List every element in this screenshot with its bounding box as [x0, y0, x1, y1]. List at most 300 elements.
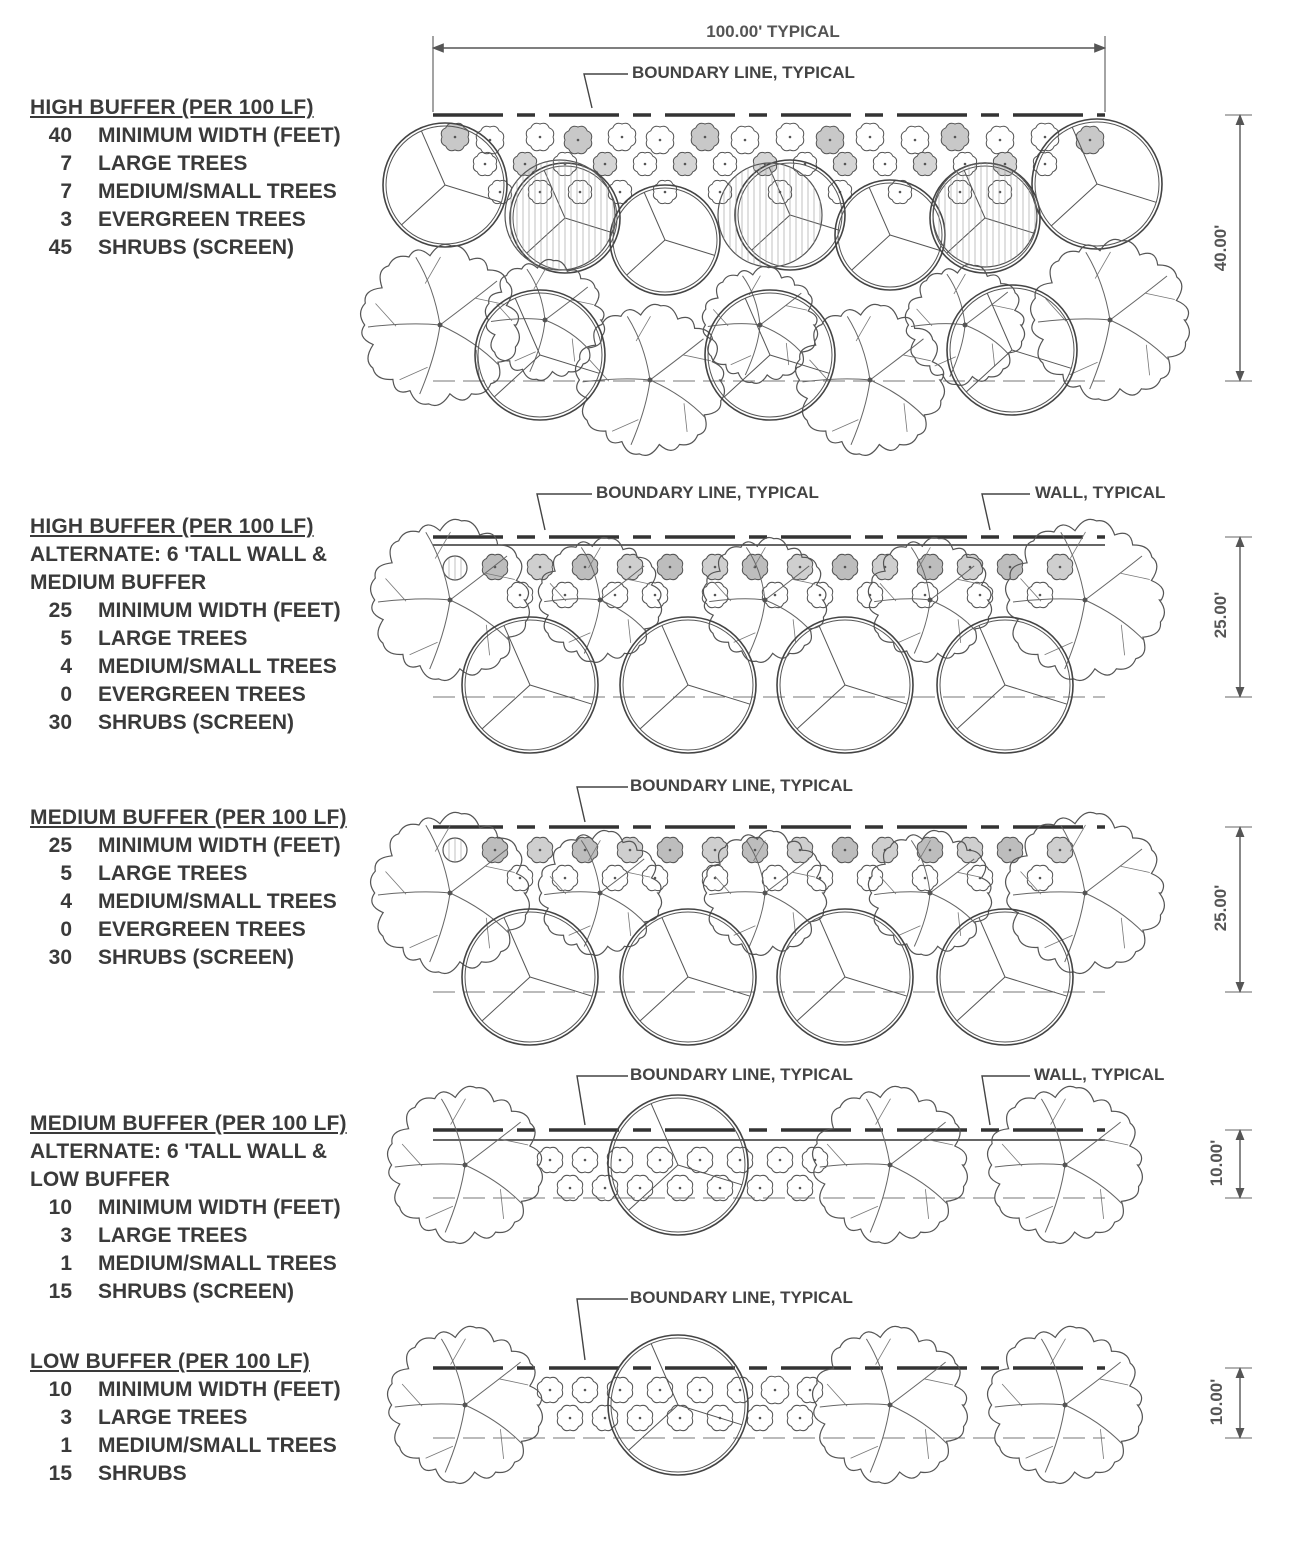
shrub-center	[621, 136, 624, 139]
tree-branch	[851, 380, 870, 445]
legend-count: 25	[48, 834, 72, 857]
evergreen-tree-symbol	[443, 838, 467, 862]
tree-branch	[441, 1099, 465, 1165]
tree-spoke	[947, 218, 985, 253]
shrub-center	[629, 566, 632, 569]
shrub-symbol	[617, 554, 642, 579]
tree-branch	[1045, 935, 1073, 948]
shrub-symbol	[527, 554, 552, 579]
shrub-symbol	[901, 126, 929, 154]
shrub-symbol	[761, 1376, 789, 1404]
shrub-center	[719, 1187, 722, 1190]
tree-branch	[870, 380, 926, 418]
shrub-center	[1004, 163, 1007, 166]
tree-spoke	[651, 1104, 678, 1165]
tree-spoke	[845, 977, 907, 996]
shrub-symbol	[912, 582, 937, 607]
tree-branch	[765, 600, 811, 632]
shrub-center	[669, 566, 672, 569]
tree-branch	[650, 380, 706, 418]
dimension-label: 10.00'	[1207, 1139, 1226, 1187]
medium-tree-symbol	[947, 285, 1077, 415]
shrub-symbol	[527, 837, 552, 862]
tree-spoke	[819, 625, 845, 685]
tree-branch	[965, 292, 1008, 325]
tree-branch	[636, 316, 650, 341]
tree-branch	[749, 600, 765, 654]
shrub-symbol	[557, 1175, 582, 1200]
tree-branch	[445, 1405, 465, 1472]
tree-branch	[876, 1339, 891, 1365]
legend-count: 3	[60, 1406, 72, 1429]
shrub-center	[739, 1159, 742, 1162]
shrub-center	[664, 191, 667, 194]
shrub-center	[979, 594, 982, 597]
medium-tree-symbol	[835, 180, 945, 290]
tree-spoke	[819, 917, 845, 977]
tree-trunk	[463, 1163, 468, 1168]
tree-branch	[1085, 600, 1144, 641]
tree-trunk	[1083, 598, 1088, 603]
shrub-center	[564, 594, 567, 597]
tree-branch	[515, 352, 536, 361]
tree-spoke	[482, 977, 530, 1021]
medium-tree-symbol	[610, 185, 720, 295]
legend-label: MINIMUM WIDTH (FEET)	[98, 599, 341, 622]
shrub-symbol	[552, 582, 577, 607]
tree-trunk	[758, 323, 763, 328]
shrub-center	[714, 594, 717, 597]
legend-count: 10	[48, 1196, 72, 1219]
shrub-center	[614, 877, 617, 880]
tree-branch	[684, 403, 687, 432]
shrub-center	[614, 594, 617, 597]
shrub-symbol	[797, 1377, 822, 1402]
vertical-dimension	[1225, 1130, 1252, 1198]
tree-spoke	[979, 625, 1005, 685]
legend-count: 0	[60, 683, 72, 706]
shrub-symbol	[653, 180, 676, 203]
shrub-symbol	[476, 126, 504, 154]
shrub-symbol	[917, 554, 942, 579]
tree-spoke	[957, 685, 1005, 729]
shrub-symbol	[1047, 554, 1072, 579]
tree-spoke	[688, 977, 750, 996]
shrub-center	[499, 191, 502, 194]
legend-title: LOW BUFFER (PER 100 LF)	[30, 1350, 310, 1373]
shrub-symbol	[647, 1147, 672, 1172]
legend-count: 3	[60, 1224, 72, 1247]
tree-branch	[1146, 345, 1149, 376]
shrub-symbol	[832, 837, 857, 862]
tree-spoke	[1005, 685, 1067, 704]
tree-trunk	[963, 323, 968, 328]
shrub-center	[774, 1389, 777, 1392]
tree-branch	[627, 579, 650, 584]
legend-label: MEDIUM/SMALL TREES	[98, 890, 337, 913]
tree-trunk	[868, 378, 873, 383]
tree-branch	[368, 324, 440, 327]
shrub-symbol	[627, 1175, 652, 1200]
tree-spoke	[966, 350, 1012, 392]
tree-branch	[441, 1339, 465, 1405]
shrub-symbol	[633, 152, 656, 175]
tree-branch	[1026, 1206, 1053, 1218]
tree-branch	[914, 893, 930, 947]
callout-leader	[982, 1076, 1030, 1125]
shrub-center	[869, 136, 872, 139]
tree-branch	[870, 1405, 890, 1472]
legend-subtitle: ALTERNATE: 6 'TALL WALL &	[30, 543, 328, 566]
tree-branch	[426, 1206, 453, 1218]
tree-branch	[765, 893, 811, 925]
shrub-symbol	[762, 865, 787, 890]
shrub-symbol	[602, 865, 627, 890]
legend-label: SHRUBS (SCREEN)	[98, 1280, 295, 1303]
tree-spoke	[979, 917, 1005, 977]
legend-label: MEDIUM/SMALL TREES	[98, 180, 337, 203]
shrub-symbol	[727, 1147, 752, 1172]
shrub-symbol	[948, 180, 971, 203]
shrub-center	[1039, 594, 1042, 597]
legend-label: MINIMUM WIDTH (FEET)	[98, 1378, 341, 1401]
tree-branch	[650, 339, 704, 380]
tree-branch	[749, 893, 765, 947]
tree-branch	[1051, 1099, 1066, 1125]
tree-branch	[1120, 573, 1150, 579]
tree-branch	[545, 287, 588, 320]
shrub-symbol	[488, 180, 511, 203]
shrub-center	[1039, 877, 1042, 880]
callout-leader	[577, 1076, 628, 1125]
shrub-center	[539, 566, 542, 569]
medium-tree-symbol	[475, 290, 605, 420]
medium-tree-symbol	[620, 617, 756, 753]
tree-branch	[376, 304, 397, 327]
tree-branch	[378, 599, 450, 602]
shrub-center	[569, 1187, 572, 1190]
tree-trunk	[763, 891, 768, 896]
tree-branch	[485, 866, 515, 872]
tree-branch	[527, 269, 545, 320]
tree-branch	[995, 1404, 1065, 1407]
tree-branch	[400, 367, 428, 380]
shrub-center	[619, 1389, 622, 1392]
shrub-center	[799, 1187, 802, 1190]
shrub-center	[714, 849, 717, 852]
shrub-center	[539, 849, 542, 852]
legend-label: SHRUBS (SCREEN)	[98, 711, 295, 734]
tree-branch	[430, 600, 450, 669]
tree-spoke	[402, 185, 446, 225]
legend-label: MINIMUM WIDTH (FEET)	[98, 1196, 341, 1219]
shrub-symbol	[967, 582, 992, 607]
tree-spoke	[1051, 184, 1097, 226]
callout-leader	[577, 1299, 628, 1360]
shrub-center	[759, 1417, 762, 1420]
tree-branch	[904, 403, 907, 432]
tree-branch	[1013, 892, 1085, 895]
legend-subtitle: MEDIUM BUFFER	[30, 571, 207, 594]
tree-trunk	[543, 318, 548, 323]
tree-branch	[827, 1384, 847, 1406]
shrub-center	[654, 594, 657, 597]
tree-branch	[851, 1446, 878, 1458]
shrub-center	[454, 136, 457, 139]
tree-branch	[709, 892, 765, 895]
tree-trunk	[1063, 1403, 1068, 1408]
shrub-symbol	[767, 1147, 792, 1172]
tree-branch	[499, 1379, 528, 1385]
shrub-symbol	[473, 152, 496, 175]
shrub-center	[659, 1159, 662, 1162]
tree-branch	[450, 849, 507, 893]
medium-tree-symbol	[608, 1095, 748, 1235]
tree-branch	[709, 599, 765, 602]
legend-title: HIGH BUFFER (PER 100 LF)	[30, 515, 314, 538]
shrub-symbol	[727, 1377, 752, 1402]
tree-spoke	[852, 235, 890, 270]
tree-branch	[890, 1165, 948, 1205]
tree-branch	[1145, 293, 1175, 299]
tree-branch	[451, 1099, 466, 1125]
shrub-symbol	[702, 582, 727, 607]
legend-count: 15	[48, 1280, 72, 1303]
evergreen-tree-symbol	[443, 556, 467, 580]
tree-branch	[430, 893, 450, 962]
tree-branch	[924, 1379, 953, 1385]
tree-branch	[631, 380, 650, 445]
tree-branch	[957, 872, 980, 877]
legend-label: LARGE TREES	[98, 627, 248, 650]
shrub-center	[604, 1187, 607, 1190]
tree-spoke	[769, 167, 790, 215]
tree-branch	[628, 619, 631, 643]
shrub-center	[604, 163, 607, 166]
shrub-center	[519, 877, 522, 880]
legend-label: LARGE TREES	[98, 862, 248, 885]
tree-branch	[1085, 849, 1142, 893]
shrub-center	[584, 849, 587, 852]
tree-spoke	[662, 917, 688, 977]
legend-subtitle: ALTERNATE: 6 'TALL WALL &	[30, 1140, 328, 1163]
shrub-symbol	[572, 837, 597, 862]
legend-count: 5	[60, 627, 72, 650]
legend-count: 7	[60, 180, 72, 203]
shrub-center	[524, 163, 527, 166]
large-tree-symbol	[371, 519, 530, 680]
tree-branch	[786, 343, 788, 365]
legend-label: MINIMUM WIDTH (FEET)	[98, 124, 341, 147]
tree-spoke	[985, 218, 1035, 233]
shrub-center	[704, 136, 707, 139]
tree-branch	[627, 872, 650, 877]
tree-spoke	[964, 170, 985, 218]
boundary-callout: BOUNDARY LINE, TYPICAL	[630, 1288, 853, 1307]
tree-branch	[1090, 320, 1110, 389]
legend-label: EVERGREEN TREES	[98, 918, 306, 941]
tree-branch	[866, 1339, 890, 1405]
tree-trunk	[763, 598, 768, 603]
tree-branch	[785, 306, 807, 311]
tree-branch	[1065, 1165, 1123, 1205]
shrub-center	[969, 566, 972, 569]
large-tree-symbol	[485, 260, 604, 381]
shrub-center	[684, 163, 687, 166]
large-tree-symbol	[813, 1326, 968, 1483]
legend-count: 4	[60, 655, 72, 678]
shrub-center	[914, 139, 917, 142]
shrub-center	[844, 566, 847, 569]
tree-branch	[1121, 918, 1124, 949]
tree-branch	[1110, 276, 1167, 320]
callout-leader	[577, 787, 628, 822]
shrub-symbol	[592, 1175, 617, 1200]
shrub-center	[929, 566, 932, 569]
shrub-center	[799, 566, 802, 569]
tree-branch	[847, 316, 870, 380]
tree-branch	[465, 1165, 523, 1205]
tree-branch	[1110, 320, 1169, 361]
tree-branch	[627, 316, 650, 380]
shrub-symbol	[816, 126, 844, 154]
shrub-center	[774, 877, 777, 880]
tree-branch	[731, 356, 751, 365]
shrub-center	[639, 1417, 642, 1420]
shrub-center	[629, 849, 632, 852]
tree-branch	[745, 325, 760, 375]
shrub-center	[519, 594, 522, 597]
legend-count: 5	[60, 862, 72, 885]
tree-branch	[870, 1165, 890, 1232]
shrub-center	[929, 849, 932, 852]
tree-branch	[378, 892, 450, 895]
tree-branch	[1095, 252, 1110, 279]
shrub-symbol	[657, 554, 682, 579]
legend-title: MEDIUM BUFFER (PER 100 LF)	[30, 806, 347, 829]
shrub-symbol	[988, 180, 1011, 203]
tree-branch	[465, 1405, 523, 1445]
shrub-symbol	[873, 152, 896, 175]
dimension-label: 40.00'	[1211, 224, 1230, 272]
tree-branch	[590, 360, 609, 381]
boundary-callout: BOUNDARY LINE, TYPICAL	[596, 483, 819, 502]
tree-branch	[820, 1404, 890, 1407]
legend-count: 1	[60, 1252, 72, 1275]
shrub-center	[744, 139, 747, 142]
tree-branch	[917, 309, 932, 326]
shrub-symbol	[731, 126, 759, 154]
tree-spoke	[640, 977, 688, 1021]
shrub-center	[829, 139, 832, 142]
legend-label: LARGE TREES	[98, 1406, 248, 1429]
tree-branch	[530, 320, 545, 372]
dimension-label: 10.00'	[1207, 1378, 1226, 1426]
tree-branch	[1085, 556, 1142, 600]
tree-branch	[410, 642, 438, 655]
tree-branch	[1086, 252, 1110, 320]
shrub-center	[699, 1159, 702, 1162]
shrub-center	[924, 877, 927, 880]
shrub-center	[1059, 566, 1062, 569]
tree-branch	[500, 1429, 503, 1459]
shrub-symbol	[528, 180, 551, 203]
shrub-center	[819, 594, 822, 597]
shrub-center	[679, 1417, 682, 1420]
tree-branch	[584, 600, 600, 654]
shrub-symbol	[702, 554, 727, 579]
tree-branch	[1085, 893, 1144, 934]
wall-callout: WALL, TYPICAL	[1034, 1065, 1165, 1084]
shrub-center	[494, 849, 497, 852]
tree-spoke	[530, 977, 592, 996]
shrub-center	[759, 1187, 762, 1190]
legend-label: SHRUBS (SCREEN)	[98, 236, 295, 259]
legend-label: EVERGREEN TREES	[98, 683, 306, 706]
tree-trunk	[928, 598, 933, 603]
medium-tree-symbol	[462, 909, 598, 1045]
legend-label: MEDIUM/SMALL TREES	[98, 1252, 337, 1275]
shrub-center	[799, 1417, 802, 1420]
tree-branch	[386, 579, 407, 602]
tree-branch	[890, 1405, 948, 1445]
shrub-center	[789, 136, 792, 139]
shrub-center	[799, 849, 802, 852]
shrub-symbol	[742, 554, 767, 579]
shrub-center	[844, 849, 847, 852]
tree-branch	[1045, 1405, 1065, 1472]
shrub-center	[884, 163, 887, 166]
shrub-center	[724, 163, 727, 166]
tree-branch	[628, 912, 631, 936]
medium-tree-symbol	[462, 617, 598, 753]
boundary-callout: BOUNDARY LINE, TYPICAL	[632, 63, 855, 82]
legend-count: 1	[60, 1434, 72, 1457]
tree-spoke	[482, 685, 530, 729]
tree-branch	[1041, 1339, 1065, 1405]
shrub-center	[844, 163, 847, 166]
tree-branch	[395, 1164, 465, 1167]
shrub-center	[809, 1389, 812, 1392]
tree-branch	[420, 325, 440, 394]
tree-branch	[1026, 1446, 1053, 1458]
shrub-symbol	[1076, 126, 1104, 154]
large-tree-symbol	[388, 1326, 543, 1483]
shrub-center	[924, 594, 927, 597]
large-tree-symbol	[1006, 519, 1165, 680]
shrub-center	[924, 163, 927, 166]
tree-branch	[544, 892, 600, 895]
tree-trunk	[463, 1403, 468, 1408]
tree-branch	[995, 1164, 1065, 1167]
shrub-center	[1009, 849, 1012, 852]
tree-trunk	[648, 378, 653, 383]
tree-branch	[935, 357, 956, 366]
tree-branch	[792, 872, 815, 877]
evergreen-tree-symbol	[505, 160, 615, 270]
shrub-center	[699, 1389, 702, 1392]
tree-spoke	[627, 240, 665, 275]
legend-label: MEDIUM/SMALL TREES	[98, 655, 337, 678]
shrub-symbol	[833, 152, 856, 175]
shrub-center	[1044, 136, 1047, 139]
tree-spoke	[1012, 350, 1071, 368]
shrub-center	[644, 163, 647, 166]
shrub-symbol	[667, 1175, 692, 1200]
shrub-symbol	[702, 837, 727, 862]
tree-branch	[402, 1384, 422, 1406]
shrub-symbol	[646, 126, 674, 154]
